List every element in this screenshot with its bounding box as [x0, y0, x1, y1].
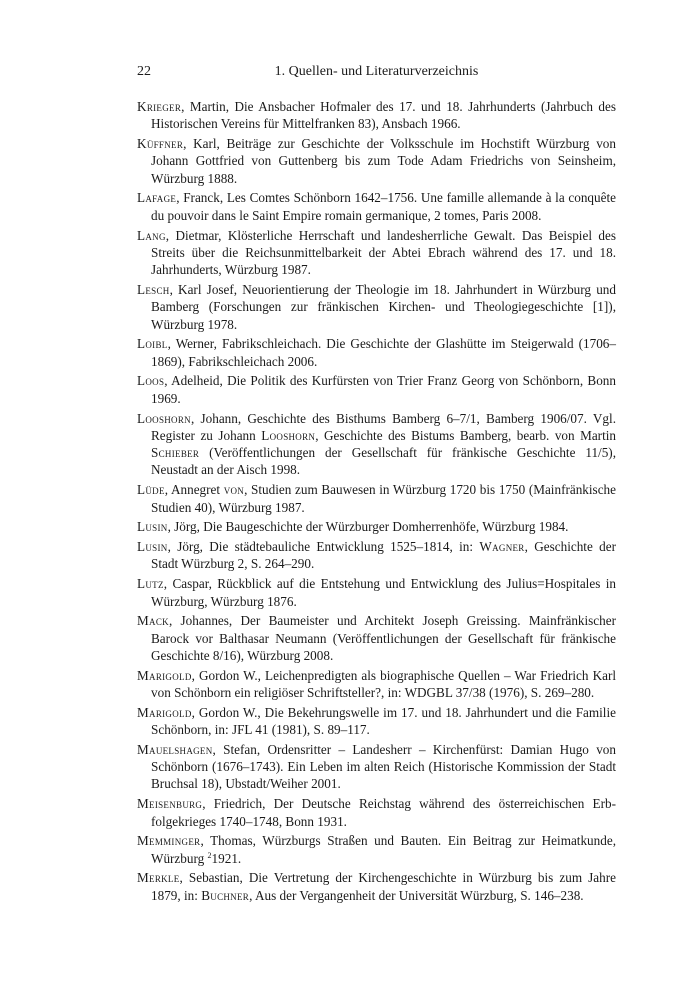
entry-text: , Jörg, Die Baugeschichte der Würzburger Domherrenhöfe, Würzburg 1984.	[167, 519, 569, 535]
entry-author: Merkle	[137, 870, 180, 886]
bibliography-entry	[137, 575, 616, 610]
entry-text: , Dietmar, Klösterliche Herrschaft und landesherrliche Gewalt. Das Beispiel des Streits über die Reichsunmittelbarkeit der Abtei Ebrach während des 17. und 18. Jahrhunderts, Würzburg 1987.	[151, 227, 616, 278]
entry-author: Lutz	[137, 576, 164, 592]
entry-text: , Geschichte des Bistums Bamberg, bearb. von Martin	[315, 427, 616, 443]
bibliography-entry	[137, 667, 616, 702]
entry-text: , Jörg, Die städtebauliche Entwicklung 1525–1814, in:	[167, 539, 480, 555]
entry-author: Lüde	[137, 482, 165, 498]
bibliography-entry	[137, 518, 616, 535]
entry-author: Loos	[137, 373, 165, 389]
bibliography-entry	[137, 410, 616, 479]
page-number: 22	[137, 64, 151, 79]
bibliography-entry	[137, 795, 616, 830]
entry-text: , Studien zum Bauwesen in Würzburg 1720 bis 1750 (Mainfränkische Studien 40), Würzburg 1987.	[151, 482, 616, 515]
entry-author: Looshorn	[137, 410, 191, 426]
entry-author: Memminger	[137, 833, 201, 849]
entry-author: Marigold	[137, 667, 192, 683]
bibliography-entry	[137, 481, 616, 516]
bibliography-entry	[137, 741, 616, 793]
entry-text: , Johannes, Der Baumeister und Architekt Joseph Greissing. Mainfränkischer Barock vor Balthasar Neumann (Veröffentlichungen der Gesellschaft für fränkische Geschichte 8/16), Würzburg 2008.	[151, 613, 616, 663]
entry-text: , Martin, Die Ansbacher Hofmaler des 17. und 18. Jahrhunderts (Jahrbuch des Historischen Vereins für Mittelfranken 83), Ansbach 1966.	[151, 99, 616, 132]
entry-editor: Schieber	[151, 445, 200, 461]
entry-text: , Franck, Les Comtes Schönborn 1642–1756. Une famille allemande à la conquête du pouvoir dans le Saint Empire romain germanique, 2 tomes, Paris 2008.	[151, 190, 616, 223]
entry-author: Loibl	[137, 336, 168, 352]
bibliography-entry	[137, 281, 616, 333]
bibliography-entry	[137, 189, 616, 224]
bibliography-entry	[137, 869, 616, 904]
bibliography-list	[137, 98, 616, 904]
entry-author: Mauelshagen	[137, 741, 213, 757]
entry-name-particle: von	[223, 482, 245, 498]
entry-text: , Annegret	[164, 482, 224, 498]
running-header	[137, 62, 616, 82]
entry-author: Lafage	[137, 190, 177, 206]
entry-text: , Karl Josef, Neuorientierung der Theologie im 18. Jahrhundert in Würzburg und Bamberg (Forschungen zur fränkischen Kirchen- und Theologiegeschichte [1]), Würzburg 1978.	[151, 281, 616, 332]
entry-text: , Aus der Vergangenheit der Universität Würzburg, S. 146–238.	[249, 887, 584, 903]
entry-text: , Adelheid, Die Politik des Kurfürsten von Trier Franz Georg von Schönborn, Bonn 1969.	[151, 373, 616, 406]
entry-author: Mack	[137, 613, 169, 629]
bibliography-entry	[137, 538, 616, 573]
bibliography-entry	[137, 372, 616, 407]
entry-author-ref: Buchner	[201, 887, 250, 903]
entry-author-ref: Wagner	[479, 539, 525, 555]
bibliography-entry	[137, 832, 616, 867]
entry-text: , Friedrich, Der Deutsche Reichstag während des österreichischen Erbfolgekrieges 1740–1748, Bonn 1931.	[151, 796, 616, 829]
bibliography-entry	[137, 98, 616, 133]
entry-author: Lang	[137, 227, 166, 243]
bibliography-entry	[137, 335, 616, 370]
entry-text: , Gordon W., Die Bekehrungswelle im 17. und 18. Jahrhundert und die Familie Schönborn, in: JFL 41 (1981), S. 89–117.	[151, 704, 616, 738]
edition-superscript: 2	[207, 850, 212, 860]
entry-author: Küffner	[137, 136, 184, 152]
bibliography-entry	[137, 612, 616, 664]
entry-text: 1921.	[211, 850, 242, 866]
bibliography-entry	[137, 135, 616, 187]
document-page	[137, 62, 616, 907]
entry-author-ref: Looshorn	[261, 427, 316, 443]
entry-author: Krieger	[137, 99, 182, 114]
entry-text: , Thomas, Würzburgs Straßen und Bauten. Ein Beitrag zur Heimatkunde, Würzburg	[151, 833, 616, 866]
entry-text: , Geschichte der Stadt Würzburg 2, S. 264–290.	[151, 539, 616, 572]
entry-text: , Gordon W., Leichenpredigten als biographische Quellen – War Friedrich Karl von Schönborn ein religiöser Schriftsteller?, in: WDGBL 37/38 (1976), S. 269–280.	[151, 667, 616, 700]
bibliography-entry	[137, 704, 616, 739]
entry-text: , Caspar, Rückblick auf die Entstehung und Entwicklung des Julius=Hospitales in Würzburg, Würzburg 1876.	[151, 576, 616, 609]
entry-author: Lesch	[137, 281, 170, 297]
entry-author: Lusin	[137, 519, 168, 535]
entry-author: Lusin	[137, 539, 168, 555]
entry-text: (Veröffentlichungen der Gesellschaft für fränkische Geschichte 11/5), Neustadt an der Aisch 1998.	[151, 445, 616, 478]
entry-text: , Johann, Geschichte des Bisthums Bamberg 6–7/1, Bamberg 1906/07. Vgl. Register zu Johann	[151, 410, 616, 443]
entry-text: , Sebastian, Die Vertretung der Kirchengeschichte in Würzburg bis zum Jahre 1879, in:	[151, 870, 616, 903]
entry-text: , Stefan, Ordensritter – Landesherr – Kirchenfürst: Damian Hugo von Schönborn (1676–1743). Ein Leben im alten Reich (Historische Kommission der Stadt Bruchsal 18), Ubstadt/Weiher 2001.	[151, 741, 616, 792]
entry-text: , Werner, Fabrikschleichach. Die Geschichte der Glashütte im Steigerwald (1706–1869), Fabrikschleichach 2006.	[151, 336, 616, 369]
bibliography-entry	[137, 227, 616, 279]
entry-author: Marigold	[137, 704, 192, 720]
running-title: 1. Quellen- und Literaturverzeichnis	[274, 64, 479, 79]
entry-text: , Karl, Beiträge zur Geschichte der Volksschule im Hochstift Würzburg von Johann Gottfried von Guttenberg bis zum Tode Adam Friedrichs von Seinsheim, Würzburg 1888.	[151, 136, 616, 186]
entry-author: Meisenburg	[137, 796, 203, 812]
